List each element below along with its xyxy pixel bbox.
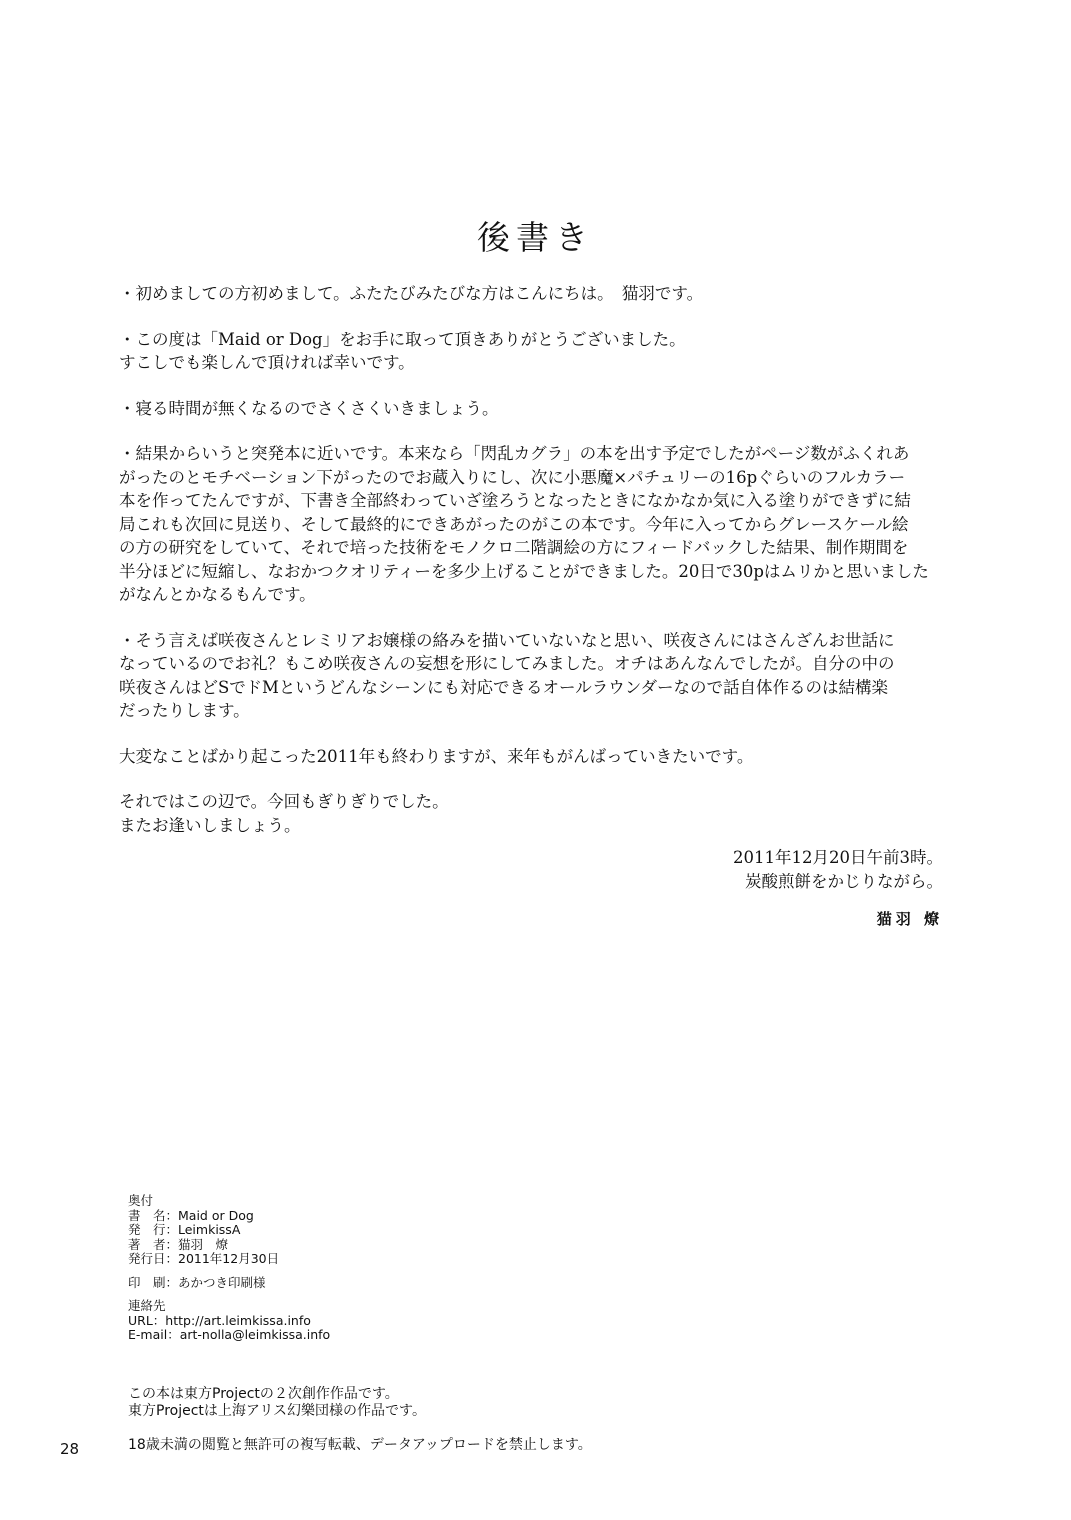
colophon-heading: 奥付 (128, 1193, 154, 1208)
colophon-email: E-mail：art-nolla@leimkissa.info (128, 1327, 331, 1342)
date-line: 2011年12月20日午前3時。 (733, 848, 943, 867)
paragraph-line: 咲夜さんはどSでドMというどんなシーンにも対応できるオールラウンダーなので話自体作るのは結構楽 (119, 677, 889, 697)
paragraph (119, 328, 949, 375)
colophon-date: 発行日：2011年12月30日 (128, 1251, 280, 1266)
date-block (733, 846, 943, 893)
colophon-printer: 印 刷：あかつき印刷様 (128, 1274, 266, 1290)
notice-line: この本は東方Projectの２次創作作品です。 (128, 1386, 399, 1402)
derivative-notice (128, 1386, 426, 1420)
paragraph (119, 745, 949, 769)
colophon (128, 1194, 548, 1343)
paragraph-line: ・初めましての方初めまして。ふたたびみたびな方はこんにちは。 猫羽です。 (119, 284, 704, 303)
paragraph-line: ・結果からいうと突発本に近いです。本来なら「閃乱カグラ」の本を出す予定でしたがページ数がふくれあ (119, 444, 910, 463)
paragraph-line: 局これも次回に見送り、そして最終的にできあがったのがこの本です。今年に入ってからグレースケール絵 (119, 514, 909, 534)
afterword-body (119, 282, 949, 859)
paragraph-line: の方の研究をしていて、それで培った技術をモノクロ二階調絵の方にフィードバックした結果、制作期間を (119, 538, 909, 557)
colophon-publisher: 発 行：LeimkissA (128, 1222, 241, 1237)
paragraph-line: すこしでも楽しんで頂ければ幸いです。 (119, 353, 415, 372)
paragraph-line: なっているのでお礼？もこめ咲夜さんの妄想を形にしてみました。オチはあんなんでしたが。自分の中の (119, 654, 895, 673)
date-note-line: 炭酸煎餅をかじりながら。 (745, 871, 943, 891)
paragraph-line: ・寝る時間が無くなるのでさくさくいきましょう。 (119, 398, 499, 418)
paragraph-line: ・この度は「Maid or Dog」をお手に取って頂きありがとうございました。 (119, 329, 686, 349)
page-title: 後書き (477, 218, 594, 257)
paragraph (119, 442, 949, 607)
colophon-title: 書 名：Maid or Dog (128, 1207, 254, 1223)
author-signature: 猫羽 燎 (876, 910, 943, 928)
paragraph-line: だったりします。 (119, 701, 250, 720)
colophon-author: 著 者：猫羽 燎 (128, 1236, 229, 1252)
paragraph-line: 大変なことばかり起こった2011年も終わりますが、来年もがんばっていきたいです。 (119, 746, 754, 766)
paragraph-line: それではこの辺で。今回もぎりぎりでした。 (119, 792, 449, 811)
paragraph (119, 282, 949, 306)
age-warning: 18歳未満の閲覧と無許可の複写転載、データアップロードを禁止します。 (128, 1437, 592, 1453)
paragraph-line: 本を作ってたんですが、下書き全部終わっていざ塗ろうとなったときになかなか気に入る塗りができずに結 (119, 491, 911, 510)
colophon-contact-heading: 連絡先 (128, 1298, 166, 1313)
paragraph (119, 629, 949, 723)
paragraph (119, 790, 949, 837)
notice-line: 東方Projectは上海アリス幻樂団様の作品です。 (128, 1403, 426, 1419)
paragraph-line: がったのとモチベーション下がったのでお蔵入りにし、次に小悪魔×パチュリーの16pぐらいのフルカラー (119, 467, 906, 487)
paragraph-line: またお逢いしましょう。 (119, 815, 301, 835)
paragraph (119, 397, 949, 421)
colophon-url: URL：http://art.leimkissa.info (128, 1312, 311, 1328)
page-number: 28 (60, 1440, 80, 1458)
paragraph-line: ・そう言えば咲夜さんとレミリアお嬢様の絡みを描いていないなと思い、咲夜さんにはさんざんお世話に (119, 630, 895, 650)
paragraph-line: がなんとかなるもんです。 (119, 585, 316, 604)
paragraph-line: 半分ほどに短縮し、なおかつクオリティーを多少上げることができました。20日で30pはムリかと思いました (119, 561, 929, 581)
